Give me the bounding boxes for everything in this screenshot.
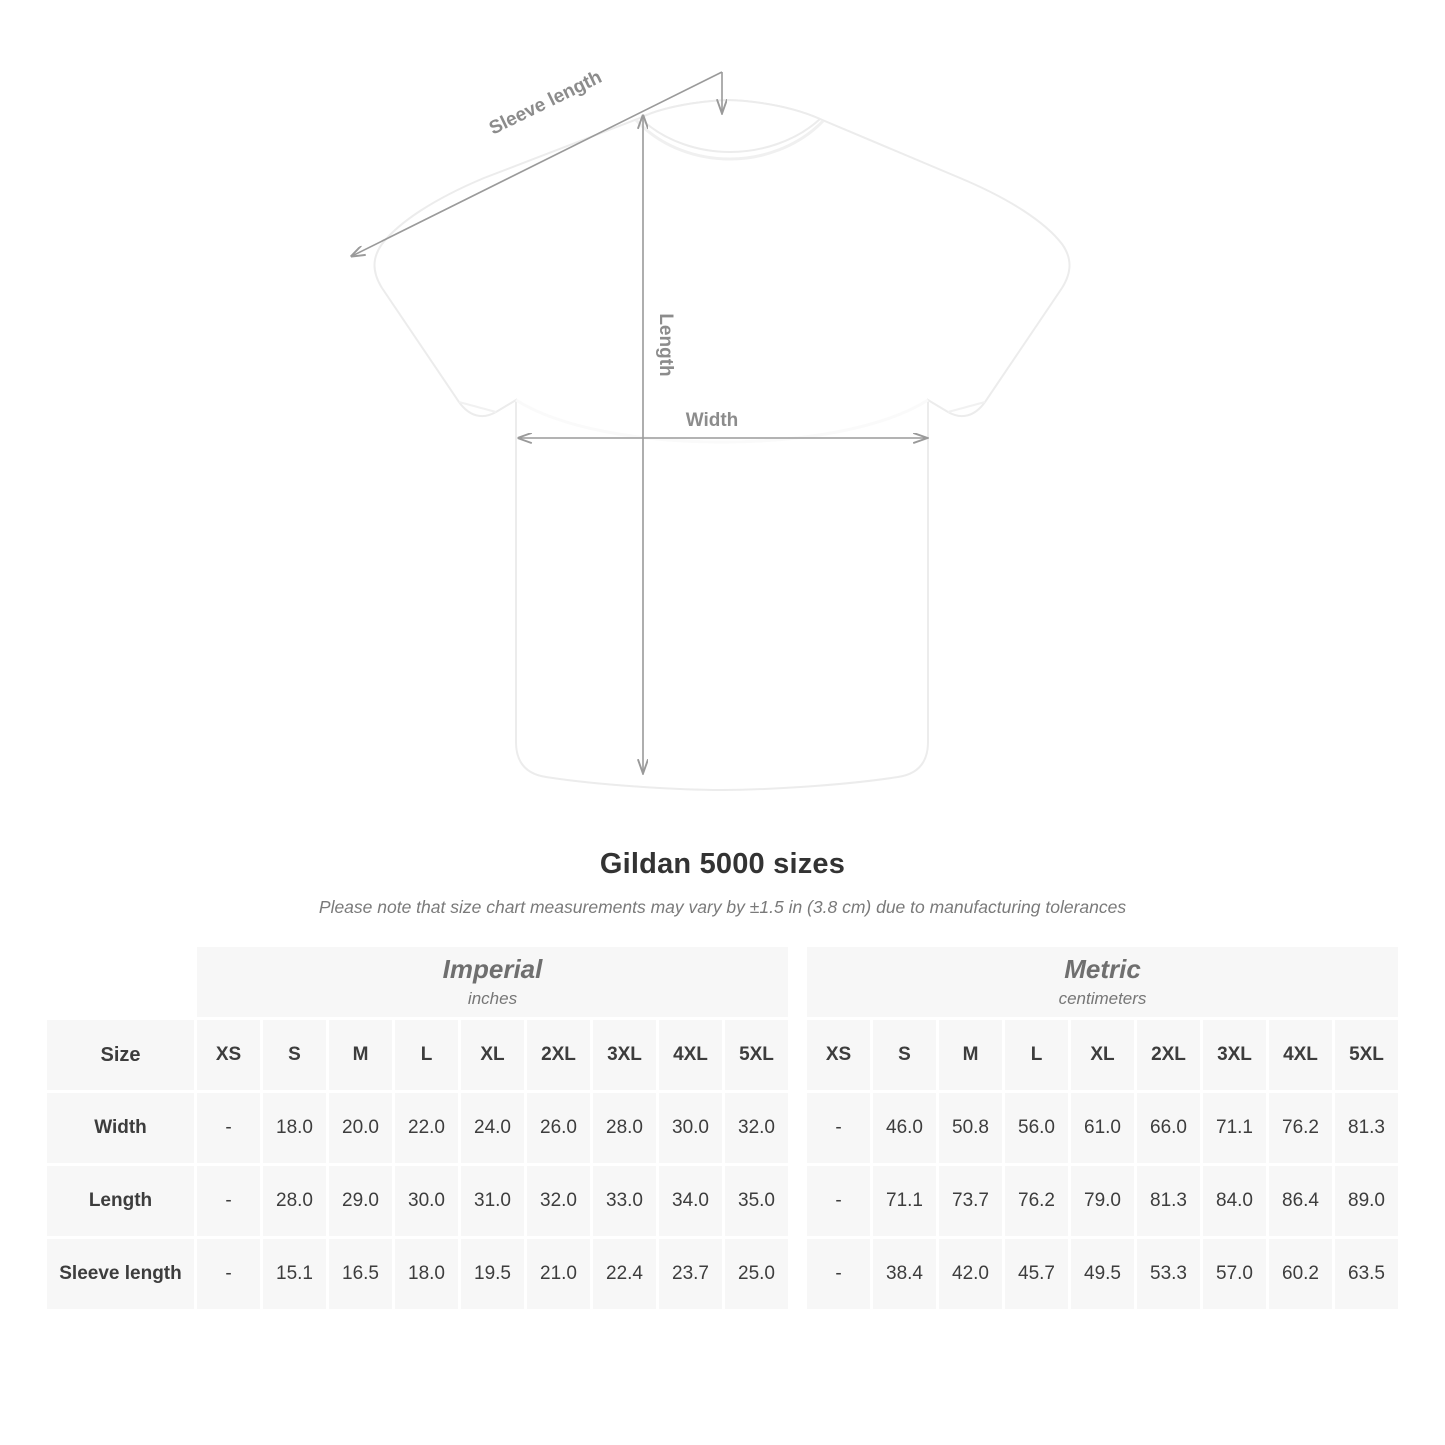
length-label: Length xyxy=(655,313,676,377)
metric-unit-name: Metric xyxy=(1064,954,1141,984)
cell-sleeve-metric-4xl: 60.2 xyxy=(1268,1238,1334,1311)
header-size-5xl-metric: 5XL xyxy=(1334,1019,1400,1092)
cell-length-imperial-l: 30.0 xyxy=(394,1165,460,1238)
cell-sleeve-metric-5xl: 63.5 xyxy=(1334,1238,1400,1311)
header-gap xyxy=(790,1019,806,1092)
header-size-xs-metric: XS xyxy=(806,1019,872,1092)
header-size-m-metric: M xyxy=(938,1019,1004,1092)
cell-width-imperial-3xl: 28.0 xyxy=(592,1092,658,1165)
header-size-s-imperial: S xyxy=(262,1019,328,1092)
cell-width-metric-3xl: 71.1 xyxy=(1202,1092,1268,1165)
header-size-4xl-imperial: 4XL xyxy=(658,1019,724,1092)
header-size-4xl-metric: 4XL xyxy=(1268,1019,1334,1092)
row-gap-sleeve xyxy=(790,1238,806,1311)
row-gap-width xyxy=(790,1092,806,1165)
cell-width-metric-xl: 61.0 xyxy=(1070,1092,1136,1165)
imperial-unit-name: Imperial xyxy=(442,954,543,984)
cell-sleeve-imperial-s: 15.1 xyxy=(262,1238,328,1311)
size-header: Size xyxy=(46,1019,196,1092)
unit-banner-row xyxy=(46,946,1400,1019)
header-size-l-imperial: L xyxy=(394,1019,460,1092)
table-row xyxy=(46,1238,1400,1311)
cell-sleeve-imperial-xs: - xyxy=(196,1238,262,1311)
header-size-5xl-imperial: 5XL xyxy=(724,1019,790,1092)
cell-width-metric-4xl: 76.2 xyxy=(1268,1092,1334,1165)
tshirt-shape xyxy=(375,100,1070,790)
cell-sleeve-imperial-xl: 19.5 xyxy=(460,1238,526,1311)
banner-spacer xyxy=(46,946,196,1019)
cell-length-imperial-3xl: 33.0 xyxy=(592,1165,658,1238)
cell-sleeve-imperial-5xl: 25.0 xyxy=(724,1238,790,1311)
metric-banner xyxy=(806,946,1400,1019)
page-title: Gildan 5000 sizes xyxy=(599,848,846,880)
cell-length-imperial-2xl: 32.0 xyxy=(526,1165,592,1238)
cell-width-imperial-2xl: 26.0 xyxy=(526,1092,592,1165)
header-size-xl-metric: XL xyxy=(1070,1019,1136,1092)
cell-length-metric-xs: - xyxy=(806,1165,872,1238)
cell-length-metric-m: 73.7 xyxy=(938,1165,1004,1238)
header-size-l-metric: L xyxy=(1004,1019,1070,1092)
banner-gap xyxy=(790,946,806,1019)
sleeve-length-label: Sleeve length xyxy=(485,66,606,140)
header-size-xs-imperial: XS xyxy=(196,1019,262,1092)
header-size-s-metric: S xyxy=(872,1019,938,1092)
tolerance-note: Please note that size chart measurements may vary by ±1.5 in (3.8 cm) due to manufacturing tolerances xyxy=(318,897,1127,917)
header-size-3xl-imperial: 3XL xyxy=(592,1019,658,1092)
cell-length-metric-5xl: 89.0 xyxy=(1334,1165,1400,1238)
cell-length-imperial-4xl: 34.0 xyxy=(658,1165,724,1238)
cell-sleeve-imperial-4xl: 23.7 xyxy=(658,1238,724,1311)
row-label-length: Length xyxy=(46,1165,196,1238)
cell-length-imperial-xs: - xyxy=(196,1165,262,1238)
header-size-3xl-metric: 3XL xyxy=(1202,1019,1268,1092)
cell-length-metric-l: 76.2 xyxy=(1004,1165,1070,1238)
header-size-xl-imperial: XL xyxy=(460,1019,526,1092)
cell-length-metric-3xl: 84.0 xyxy=(1202,1165,1268,1238)
row-label-width: Width xyxy=(46,1092,196,1165)
cell-sleeve-metric-xl: 49.5 xyxy=(1070,1238,1136,1311)
cell-width-imperial-xs: - xyxy=(196,1092,262,1165)
cell-length-metric-s: 71.1 xyxy=(872,1165,938,1238)
cell-width-imperial-s: 18.0 xyxy=(262,1092,328,1165)
cell-sleeve-metric-xs: - xyxy=(806,1238,872,1311)
cell-length-metric-2xl: 81.3 xyxy=(1136,1165,1202,1238)
cell-sleeve-imperial-2xl: 21.0 xyxy=(526,1238,592,1311)
cell-width-imperial-m: 20.0 xyxy=(328,1092,394,1165)
table-header-row xyxy=(46,1019,1400,1092)
metric-unit-sub: centimeters xyxy=(1058,988,1147,1008)
header-size-m-imperial: M xyxy=(328,1019,394,1092)
cell-length-imperial-5xl: 35.0 xyxy=(724,1165,790,1238)
size-table xyxy=(44,944,1401,1312)
row-label-sleeve-length: Sleeve length xyxy=(46,1238,196,1311)
header-size-2xl-metric: 2XL xyxy=(1136,1019,1202,1092)
table-row xyxy=(46,1165,1400,1238)
row-gap-length xyxy=(790,1165,806,1238)
cell-length-imperial-m: 29.0 xyxy=(328,1165,394,1238)
cell-width-metric-2xl: 66.0 xyxy=(1136,1092,1202,1165)
cell-width-metric-xs: - xyxy=(806,1092,872,1165)
cell-sleeve-imperial-l: 18.0 xyxy=(394,1238,460,1311)
cell-sleeve-metric-m: 42.0 xyxy=(938,1238,1004,1311)
cell-width-imperial-xl: 24.0 xyxy=(460,1092,526,1165)
cell-sleeve-metric-3xl: 57.0 xyxy=(1202,1238,1268,1311)
cell-length-metric-xl: 79.0 xyxy=(1070,1165,1136,1238)
cell-length-imperial-s: 28.0 xyxy=(262,1165,328,1238)
header-size-2xl-imperial: 2XL xyxy=(526,1019,592,1092)
cell-sleeve-metric-l: 45.7 xyxy=(1004,1238,1070,1311)
cell-width-metric-s: 46.0 xyxy=(872,1092,938,1165)
imperial-unit-sub: inches xyxy=(467,988,518,1008)
table-row xyxy=(46,1092,1400,1165)
width-label: Width xyxy=(685,410,739,431)
cell-width-metric-5xl: 81.3 xyxy=(1334,1092,1400,1165)
cell-sleeve-metric-2xl: 53.3 xyxy=(1136,1238,1202,1311)
cell-length-metric-4xl: 86.4 xyxy=(1268,1165,1334,1238)
imperial-banner xyxy=(196,946,790,1019)
cell-width-metric-m: 50.8 xyxy=(938,1092,1004,1165)
cell-width-imperial-l: 22.0 xyxy=(394,1092,460,1165)
cell-sleeve-imperial-m: 16.5 xyxy=(328,1238,394,1311)
size-table-wrapper xyxy=(0,944,1445,1312)
cell-length-imperial-xl: 31.0 xyxy=(460,1165,526,1238)
cell-sleeve-imperial-3xl: 22.4 xyxy=(592,1238,658,1311)
cell-width-imperial-4xl: 30.0 xyxy=(658,1092,724,1165)
title-block xyxy=(0,830,1445,918)
cell-width-imperial-5xl: 32.0 xyxy=(724,1092,790,1165)
cell-width-metric-l: 56.0 xyxy=(1004,1092,1070,1165)
cell-sleeve-metric-s: 38.4 xyxy=(872,1238,938,1311)
